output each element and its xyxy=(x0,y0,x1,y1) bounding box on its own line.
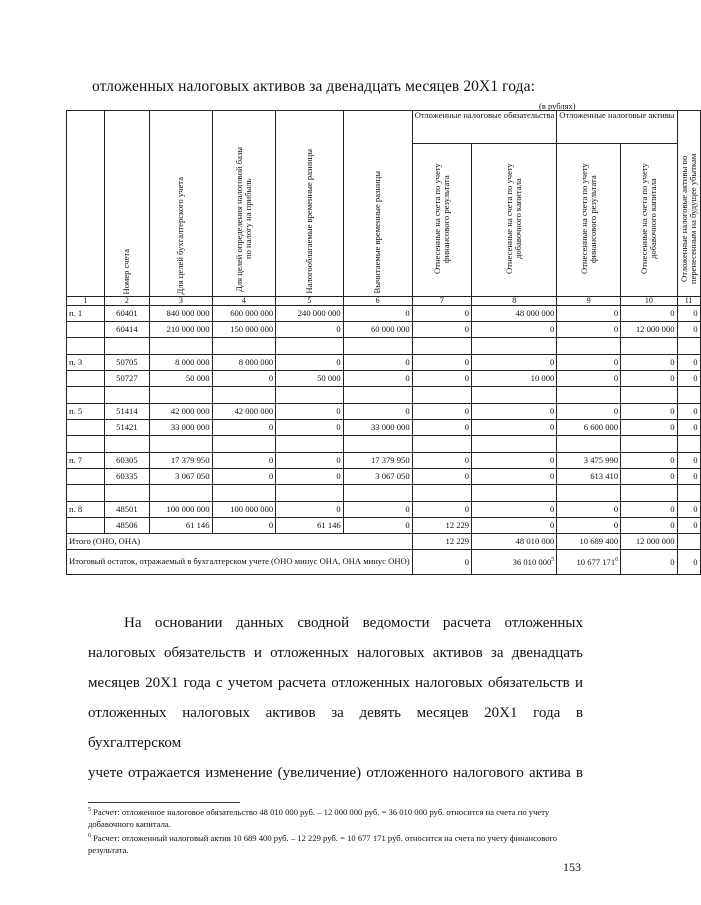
spacer-cell xyxy=(472,338,557,355)
spacer-cell xyxy=(67,436,105,453)
spacer-cell xyxy=(150,338,212,355)
cell-c5: 240 000 000 xyxy=(276,306,344,322)
cell-c9: 3 475 990 xyxy=(557,453,621,469)
cell-c5: 50 000 xyxy=(276,371,344,387)
cell-c8: 0 xyxy=(472,322,557,338)
header-liab-fin: Отнесенные на счета по учету финансового результата xyxy=(412,144,471,297)
header-asset-fin: Отнесенные на счета по учету финансового результата xyxy=(557,144,621,297)
cell-c3: 100 000 000 xyxy=(150,502,212,518)
cell-c10: 0 xyxy=(621,502,677,518)
cell-c5: 0 xyxy=(276,404,344,420)
cell-c3: 33 000 000 xyxy=(150,420,212,436)
cell-c3: 840 000 000 xyxy=(150,306,212,322)
spacer-cell xyxy=(212,485,276,502)
cell-c9: 6 600 000 xyxy=(557,420,621,436)
cell-c10: 0 xyxy=(621,453,677,469)
spacer-cell xyxy=(212,436,276,453)
cell-c7: 0 xyxy=(412,322,471,338)
cell-c6: 17 379 950 xyxy=(343,453,412,469)
cell-c3: 17 379 950 xyxy=(150,453,212,469)
spacer-cell xyxy=(412,338,471,355)
cell-c9: 0 xyxy=(557,306,621,322)
footnote-rule xyxy=(88,802,240,803)
footnote-ref-5: 5 xyxy=(551,557,555,564)
cell-c9: 0 xyxy=(557,355,621,371)
cell-c10: 0 xyxy=(621,469,677,485)
final-c11: 0 xyxy=(677,550,700,575)
cell-c10: 0 xyxy=(621,404,677,420)
cell-c11: 0 xyxy=(677,518,700,534)
col-number: 8 xyxy=(472,297,557,306)
spacer-cell xyxy=(412,436,471,453)
col-number: 6 xyxy=(343,297,412,306)
cell-c10: 0 xyxy=(621,306,677,322)
cell-item: п. 7 xyxy=(67,453,105,469)
spacer-row xyxy=(67,387,701,404)
spacer-cell xyxy=(677,485,700,502)
cell-c6: 0 xyxy=(343,371,412,387)
spacer-cell xyxy=(677,338,700,355)
spacer-cell xyxy=(104,436,149,453)
spacer-cell xyxy=(67,338,105,355)
header-group-assets: Отложенные налоговые активы xyxy=(557,111,677,144)
cell-c6: 60 000 000 xyxy=(343,322,412,338)
spacer-row xyxy=(67,338,701,355)
body-paragraph xyxy=(88,608,583,788)
cell-c4: 100 000 000 xyxy=(212,502,276,518)
total-c11 xyxy=(677,534,700,550)
spacer-cell xyxy=(557,436,621,453)
cell-c8: 48 000 000 xyxy=(472,306,557,322)
cell-item: п. 1 xyxy=(67,306,105,322)
cell-c7: 0 xyxy=(412,306,471,322)
spacer-row xyxy=(67,485,701,502)
spacer-cell xyxy=(677,436,700,453)
cell-c4: 0 xyxy=(212,469,276,485)
cell-c11: 0 xyxy=(677,420,700,436)
cell-acc: 48501 xyxy=(104,502,149,518)
spacer-cell xyxy=(212,338,276,355)
final-c8: 36 010 $000^5$ xyxy=(472,550,557,575)
cell-c5: 0 xyxy=(276,322,344,338)
col-number: 2 xyxy=(104,297,149,306)
spacer-cell xyxy=(343,387,412,404)
cell-c4: 0 xyxy=(212,518,276,534)
spacer-cell xyxy=(472,436,557,453)
spacer-cell xyxy=(472,485,557,502)
table-row xyxy=(67,306,701,322)
cell-c4: 150 000 000 xyxy=(212,322,276,338)
col-number: 1 xyxy=(67,297,105,306)
cell-c9: 0 xyxy=(557,371,621,387)
cell-c11: 0 xyxy=(677,469,700,485)
spacer-row xyxy=(67,436,701,453)
cell-c6: 0 xyxy=(343,502,412,518)
paragraph-line: месяцев 20Х1 года с учетом расчета отложенных налоговых обязательств и xyxy=(88,675,583,691)
cell-c6: 0 xyxy=(343,355,412,371)
cell-c6: 3 067 050 xyxy=(343,469,412,485)
total-label: Итого (ОНО, ОНА) xyxy=(67,534,413,550)
cell-c10: 0 xyxy=(621,518,677,534)
spacer-cell xyxy=(557,338,621,355)
spacer-cell xyxy=(472,387,557,404)
final-label: Итоговый остаток, отражаемый в бухгалтерском учете (ОНО минус ОНА, ОНА минус ОНО) xyxy=(67,550,413,575)
spacer-cell xyxy=(621,338,677,355)
cell-c5: 0 xyxy=(276,469,344,485)
cell-c7: 12 229 xyxy=(412,518,471,534)
spacer-cell xyxy=(150,436,212,453)
cell-acc: 48506 xyxy=(104,518,149,534)
spacer-cell xyxy=(557,485,621,502)
cell-acc: 60414 xyxy=(104,322,149,338)
spacer-cell xyxy=(343,436,412,453)
header-group-liabilities: Отложенные налоговые обязательства xyxy=(412,111,557,144)
cell-item xyxy=(67,518,105,534)
total-c8: 48 010 000 xyxy=(472,534,557,550)
cell-c5: 0 xyxy=(276,420,344,436)
header-liab-cap: Отнесенные на счета по учету добавочного капитала xyxy=(472,144,557,297)
cell-item xyxy=(67,371,105,387)
header-taxable: Налогооблагаемые временные разницы xyxy=(276,111,344,297)
cell-c9: 0 xyxy=(557,518,621,534)
spacer-cell xyxy=(104,387,149,404)
unit-note: (в рублях) xyxy=(539,101,576,111)
spacer-cell xyxy=(343,485,412,502)
cell-c7: 0 xyxy=(412,404,471,420)
spacer-cell xyxy=(621,485,677,502)
cell-acc: 60401 xyxy=(104,306,149,322)
spacer-cell xyxy=(412,485,471,502)
header-asset-cap: Отнесенные на счета по учету добавочного капитала xyxy=(621,144,677,297)
cell-c5: 0 xyxy=(276,355,344,371)
col-number: 5 xyxy=(276,297,344,306)
cell-c11: 0 xyxy=(677,322,700,338)
cell-item xyxy=(67,469,105,485)
cell-c3: 42 000 000 xyxy=(150,404,212,420)
header-deductible: Вычитаемые временные разницы xyxy=(343,111,412,297)
cell-c7: 0 xyxy=(412,355,471,371)
spacer-cell xyxy=(276,485,344,502)
header-losses: Отложенные налоговые активы по перенесенным на будущее убыткам xyxy=(677,111,700,297)
spacer-cell xyxy=(677,387,700,404)
cell-item: п. 8 xyxy=(67,502,105,518)
cell-c11: 0 xyxy=(677,306,700,322)
footnote-ref-6: 6 xyxy=(615,557,619,564)
cell-c7: 0 xyxy=(412,502,471,518)
cell-c5: 0 xyxy=(276,502,344,518)
cell-c7: 0 xyxy=(412,453,471,469)
cell-item xyxy=(67,420,105,436)
final-c9: 10 677 $171^6$ xyxy=(557,550,621,575)
cell-item: п. 5 xyxy=(67,404,105,420)
page-heading: отложенных налоговых активов за двенадцать месяцев 20Х1 года: xyxy=(92,78,535,95)
cell-c9: 0 xyxy=(557,404,621,420)
cell-c6: 0 xyxy=(343,404,412,420)
header-account: Номер счета xyxy=(104,111,149,297)
cell-c8: 0 xyxy=(472,355,557,371)
total-row xyxy=(67,534,701,550)
cell-c4: 600 000 000 xyxy=(212,306,276,322)
col-number: 4 xyxy=(212,297,276,306)
spacer-cell xyxy=(67,485,105,502)
cell-c5: 0 xyxy=(276,453,344,469)
spacer-cell xyxy=(150,485,212,502)
col-number: 11 xyxy=(677,297,700,306)
cell-c4: 0 xyxy=(212,420,276,436)
table-row xyxy=(67,404,701,420)
cell-c5: 61 146 xyxy=(276,518,344,534)
total-c9: 10 689 400 xyxy=(557,534,621,550)
final-c7: 0 xyxy=(412,550,471,575)
cell-c10: 12 000 000 xyxy=(621,322,677,338)
table-row xyxy=(67,355,701,371)
spacer-cell xyxy=(150,387,212,404)
cell-c8: 0 xyxy=(472,404,557,420)
spacer-cell xyxy=(276,387,344,404)
cell-c4: 0 xyxy=(212,371,276,387)
table-row xyxy=(67,453,701,469)
paragraph-line: учете отражается изменение (увеличение) отложенного налогового актива в xyxy=(88,765,583,781)
cell-c8: 0 xyxy=(472,518,557,534)
spacer-cell xyxy=(412,387,471,404)
cell-c8: 0 xyxy=(472,453,557,469)
final-c10: 0 xyxy=(621,550,677,575)
cell-acc: 60305 xyxy=(104,453,149,469)
table-row xyxy=(67,322,701,338)
footnote-6: $^6$ Расчет: отложенный налоговый актив 10 689 400 руб. – 12 229 руб. = 10 677 171 руб. относится на счета по учету финансового результата. xyxy=(88,833,558,855)
total-c10: 12 000 000 xyxy=(621,534,677,550)
paragraph-line: отложенных налоговых активов за девять месяцев 20Х1 года в бухгалтерском xyxy=(88,705,583,751)
spacer-cell xyxy=(343,338,412,355)
cell-c4: 0 xyxy=(212,453,276,469)
cell-c8: 0 xyxy=(472,502,557,518)
tax-table xyxy=(66,110,701,575)
cell-c9: 613 410 xyxy=(557,469,621,485)
paragraph-line: налоговых обязательств и отложенных налоговых активов за двенадцать xyxy=(88,645,583,661)
cell-acc: 50705 xyxy=(104,355,149,371)
cell-c11: 0 xyxy=(677,453,700,469)
cell-item xyxy=(67,322,105,338)
cell-c8: 0 xyxy=(472,420,557,436)
col-number: 10 xyxy=(621,297,677,306)
cell-c3: 50 000 xyxy=(150,371,212,387)
cell-c4: 8 000 000 xyxy=(212,355,276,371)
cell-c6: 33 000 000 xyxy=(343,420,412,436)
col-number: 9 xyxy=(557,297,621,306)
spacer-cell xyxy=(276,436,344,453)
header-accounting: Для целей бухгалтерского учета xyxy=(150,111,212,297)
cell-c10: 0 xyxy=(621,371,677,387)
cell-c3: 61 146 xyxy=(150,518,212,534)
cell-c11: 0 xyxy=(677,371,700,387)
total-c7: 12 229 xyxy=(412,534,471,550)
spacer-cell xyxy=(621,387,677,404)
cell-c11: 0 xyxy=(677,502,700,518)
page-number: 153 xyxy=(563,860,581,874)
spacer-cell xyxy=(557,387,621,404)
cell-acc: 51421 xyxy=(104,420,149,436)
cell-c7: 0 xyxy=(412,371,471,387)
cell-c10: 0 xyxy=(621,420,677,436)
cell-c8: 10 000 xyxy=(472,371,557,387)
col-number: 3 xyxy=(150,297,212,306)
footnote-5: $^5$ Расчет: отложенное налоговое обязательство 48 010 000 руб. – 12 000 000 руб. = 36 010 000 руб. относится на счета по учету добавочного капитала. xyxy=(88,807,550,829)
spacer-cell xyxy=(276,338,344,355)
header-item xyxy=(67,111,105,297)
cell-acc: 60335 xyxy=(104,469,149,485)
cell-acc: 50727 xyxy=(104,371,149,387)
cell-c11: 0 xyxy=(677,404,700,420)
paragraph-line: На основании данных сводной ведомости расчета отложенных xyxy=(124,615,583,631)
cell-c6: 0 xyxy=(343,306,412,322)
table-row xyxy=(67,371,701,387)
col-number: 7 xyxy=(412,297,471,306)
column-number-row xyxy=(67,297,701,306)
cell-c7: 0 xyxy=(412,420,471,436)
cell-c11: 0 xyxy=(677,355,700,371)
cell-c7: 0 xyxy=(412,469,471,485)
cell-c8: 0 xyxy=(472,469,557,485)
cell-c10: 0 xyxy=(621,355,677,371)
spacer-cell xyxy=(212,387,276,404)
cell-c3: 3 067 050 xyxy=(150,469,212,485)
spacer-cell xyxy=(104,338,149,355)
table-row xyxy=(67,518,701,534)
table-row xyxy=(67,502,701,518)
table-row xyxy=(67,420,701,436)
cell-acc: 51414 xyxy=(104,404,149,420)
table-row xyxy=(67,469,701,485)
cell-c4: 42 000 000 xyxy=(212,404,276,420)
cell-c3: 210 000 000 xyxy=(150,322,212,338)
cell-c9: 0 xyxy=(557,502,621,518)
cell-c6: 0 xyxy=(343,518,412,534)
header-tax-base: Для целей определения налоговой базы по налогу на прибыль xyxy=(212,111,276,297)
spacer-cell xyxy=(621,436,677,453)
cell-c3: 8 000 000 xyxy=(150,355,212,371)
spacer-cell xyxy=(104,485,149,502)
cell-item: п. 3 xyxy=(67,355,105,371)
table-body xyxy=(67,306,701,534)
spacer-cell xyxy=(67,387,105,404)
cell-c9: 0 xyxy=(557,322,621,338)
final-row xyxy=(67,550,701,575)
